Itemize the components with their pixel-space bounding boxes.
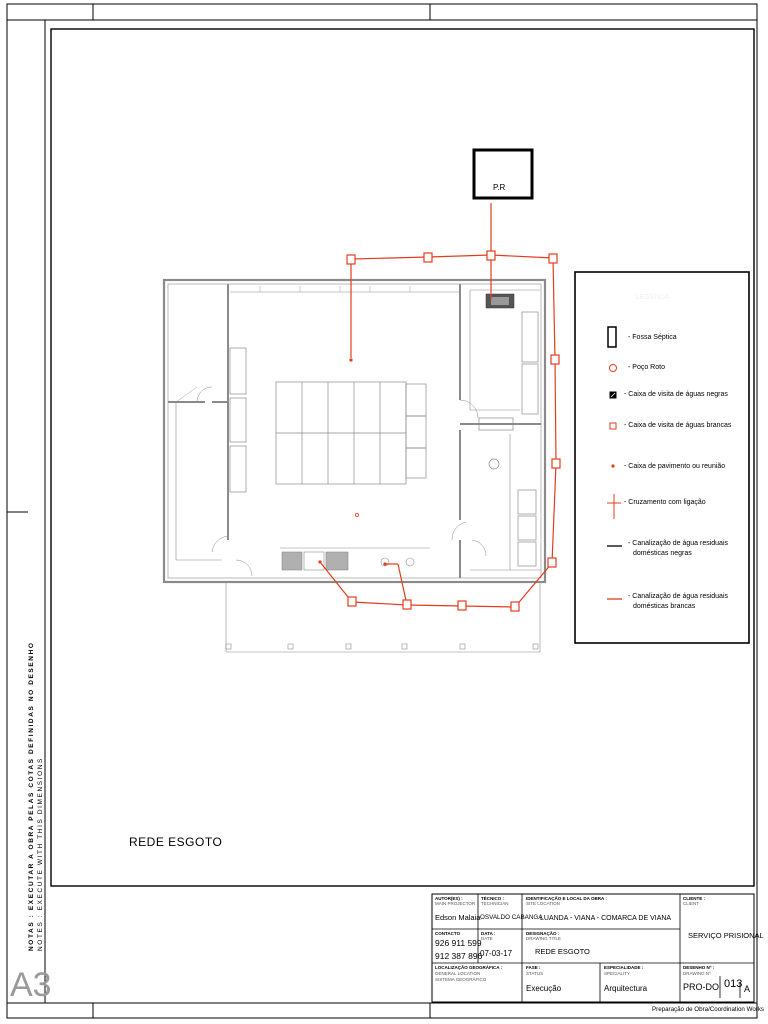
tech-label: TÉCNICO : [481,896,504,901]
notes-vertical [29,591,47,951]
drawing-title-label-en: DRAWING TITLE [526,936,562,941]
location-sub-1: GENERAL LOCATION [435,971,481,976]
phase-label: FASE : [526,965,541,970]
client-label: CLIENTE : [683,896,705,901]
drawing-title-label: DESIGNAÇÃO : [526,931,560,936]
location-label: LOCALIZAÇÃO GEOGRÁFICA : [435,965,503,970]
speciality-label-en: SPECIALITY [604,971,631,976]
phase-value: Execução [526,984,562,993]
site-value: LUANDA - VIANA - COMARCA DE VIANA [540,915,672,922]
phase-label-en: STATUS [526,971,544,976]
contact-label: CONTACTO [435,931,461,936]
author-label: AUTOR(ES) : [435,896,463,901]
location-sub-2: SISTEMA GEOGRÁFICO [435,977,487,982]
sheet-size-label: A3 [10,966,52,1004]
legend-label-caixa-brancas: - Caixa de visita de águas brancas [624,422,732,429]
floor-drain-3 [318,560,321,563]
legend-box [575,272,749,643]
drawing-title-value: REDE ESGOTO [535,947,590,956]
notes-text-en: EXECUTE WITH THIS DIMENSIONS [37,757,44,911]
speciality-value: Arquitectura [604,984,648,993]
legend-label-canal-negras: - Canalização de água residuais [628,540,729,547]
legend-label-canal-brancas-2: domésticas brancas [633,603,696,610]
legend-symbol-fossa-septica [608,327,616,347]
site-label-en: SITE LOCATION [526,901,560,906]
drawing-prefix: PRO-DO [683,982,719,992]
client-label-en: CLIENT [683,901,700,906]
revision-letter: A [744,984,751,994]
date-label-en: DATE [481,936,493,941]
legend-symbol-caixa-pavimento [611,464,614,467]
client-value: SERVIÇO PRISIONAL [688,931,764,940]
tech-value: OSVALDO CABANGA [480,914,543,921]
drawing-no-label: DESENHO Nº : [683,965,715,970]
date-value: 07-03-17 [480,949,513,958]
legend-label-canal-negras-2: domésticas negras [633,550,692,557]
notes-label-en: NOTES : [37,913,44,951]
author-value: Edson Malaia [435,913,481,922]
floor-drain-2 [355,513,358,516]
drawing-title: REDE ESGOTO [129,835,223,849]
building-plan [164,280,545,652]
legend-heading: LEGENDA [636,294,670,301]
drawing-number: 013 [724,978,743,990]
legend-label-canal-brancas: - Canalização de água residuais [628,593,729,600]
legend-label-poco-roto: - Poço Roto [628,364,665,371]
site-label: IDENTIFICAÇÃO E LOCAL DA OBRA : [526,896,607,901]
floor-drain-4 [383,562,386,565]
notes-label-pt: NOTAS : [28,913,35,951]
septic-inlet-inner [491,297,509,305]
drawing-no-label-en: DRAWING Nº [683,971,711,976]
footer-note: Preparação de Obra/Coordination Works [652,1006,765,1013]
date-label: DATA : [481,931,496,936]
notes-text-pt: EXECUTAR A OBRA PELAS COTAS DEFINIDAS NO DESENHO [28,641,35,911]
tech-label-en: TECHNICIAN [481,901,509,906]
phone-2: 912 387 896 [435,951,483,961]
speciality-label: ESPECIALIDADE : [604,965,644,970]
legend-label-caixa-pavimento: - Caixa de pavimento ou reunião [624,463,726,470]
legend-label-cruzamento: - Cruzamento com ligação [624,499,706,506]
phone-1: 926 911 599 [435,938,482,948]
legend-symbol-caixa-brancas [610,423,616,429]
pr-label: P.R [493,183,506,192]
author-label-en: MAIN PROJECTOR [435,901,476,906]
floor-drain-1 [349,358,352,361]
legend-label-fossa-septica: - Fossa Séptica [628,334,677,341]
sewer-inspection-boxes [347,251,560,611]
legend-label-caixa-negras: - Caixa de visita de águas negras [624,391,728,398]
